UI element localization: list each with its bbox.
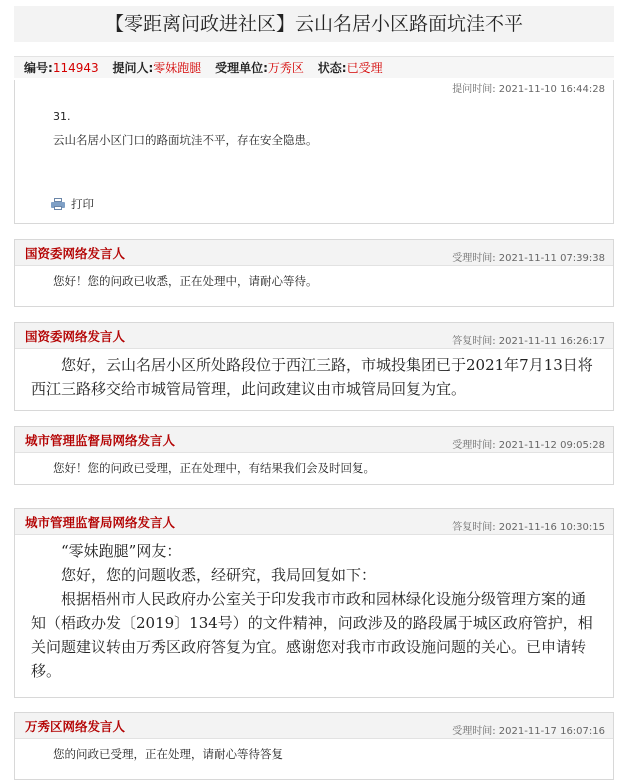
reply-header	[15, 323, 613, 349]
reply-block	[14, 508, 614, 698]
unit-value: 万秀区	[267, 61, 304, 75]
asker-label: 提问人:	[112, 61, 154, 75]
reply-time: 答复时间: 2021-11-16 10:30:15	[452, 522, 605, 533]
reply-block	[14, 426, 614, 485]
reply-block	[14, 712, 614, 780]
reply-detail: 根据梧州市人民政府办公室关于印发我市市政和园林绿化设施分级管理方案的通知（梧政办发〔2019〕134号）的文件精神，问政涉及的路段属于城区政府管护，相关问题建议转由万秀区政府答复为宜。感谢您对我市市政设施问题的关心。已申请转移。	[31, 590, 593, 680]
reply-header	[15, 509, 613, 535]
reply-text: 您好！您的问政已收悉，正在处理中，请耐心等待。	[53, 274, 318, 288]
id-value: 114943	[52, 61, 99, 75]
reply-speaker: 国资委网络发言人	[25, 246, 126, 261]
reply-speaker: 国资委网络发言人	[25, 329, 126, 344]
printer-icon	[51, 198, 65, 210]
question-text: 云山名居小区门口的路面坑洼不平，存在安全隐患。	[53, 133, 318, 147]
question-header	[15, 80, 613, 94]
print-button[interactable]	[51, 196, 94, 212]
status-label: 状态:	[317, 61, 347, 75]
reply-time: 受理时间: 2021-11-11 07:39:38	[452, 253, 605, 264]
reply-block	[14, 239, 614, 307]
reply-text: 您的问政已受理，正在处理，请耐心等待答复	[53, 747, 283, 761]
reply-header	[15, 713, 613, 739]
question-number: 31.	[53, 110, 71, 123]
reply-greeting: “零妹跑腿”网友：	[61, 542, 182, 560]
reply-intro: 您好，您的问题收悉，经研究，我局回复如下：	[61, 566, 377, 584]
reply-text	[15, 535, 613, 683]
reply-header	[15, 427, 613, 453]
question-time: 提问时间: 2021-11-10 16:44:28	[452, 84, 605, 95]
reply-speaker: 城市管理监督局网络发言人	[25, 433, 176, 448]
id-label: 编号:	[24, 61, 53, 75]
reply-time: 受理时间: 2021-11-12 09:05:28	[452, 440, 605, 451]
question-meta	[14, 56, 614, 78]
question-block	[14, 80, 614, 224]
status-value: 已受理	[346, 61, 383, 75]
asker-value: 零妹跑腿	[153, 61, 202, 75]
page-title: 【零距离问政进社区】云山名居小区路面坑洼不平	[14, 6, 614, 42]
reply-block	[14, 322, 614, 411]
reply-header	[15, 240, 613, 266]
reply-time: 答复时间: 2021-11-11 16:26:17	[452, 336, 605, 347]
unit-label: 受理单位:	[215, 61, 268, 75]
reply-text: 您好！您的问政已受理，正在处理中，有结果我们会及时回复。	[53, 461, 375, 475]
reply-text: 您好，云山名居小区所处路段位于西江三路，市城投集团已于2021年7月13日将西江三路移交给市城管局管理，此问政建议由市城管局回复为宜。	[31, 356, 593, 398]
print-label: 打印	[71, 197, 94, 211]
reply-speaker: 城市管理监督局网络发言人	[25, 515, 176, 530]
reply-speaker: 万秀区网络发言人	[25, 719, 126, 734]
reply-time: 受理时间: 2021-11-17 16:07:16	[452, 726, 605, 737]
